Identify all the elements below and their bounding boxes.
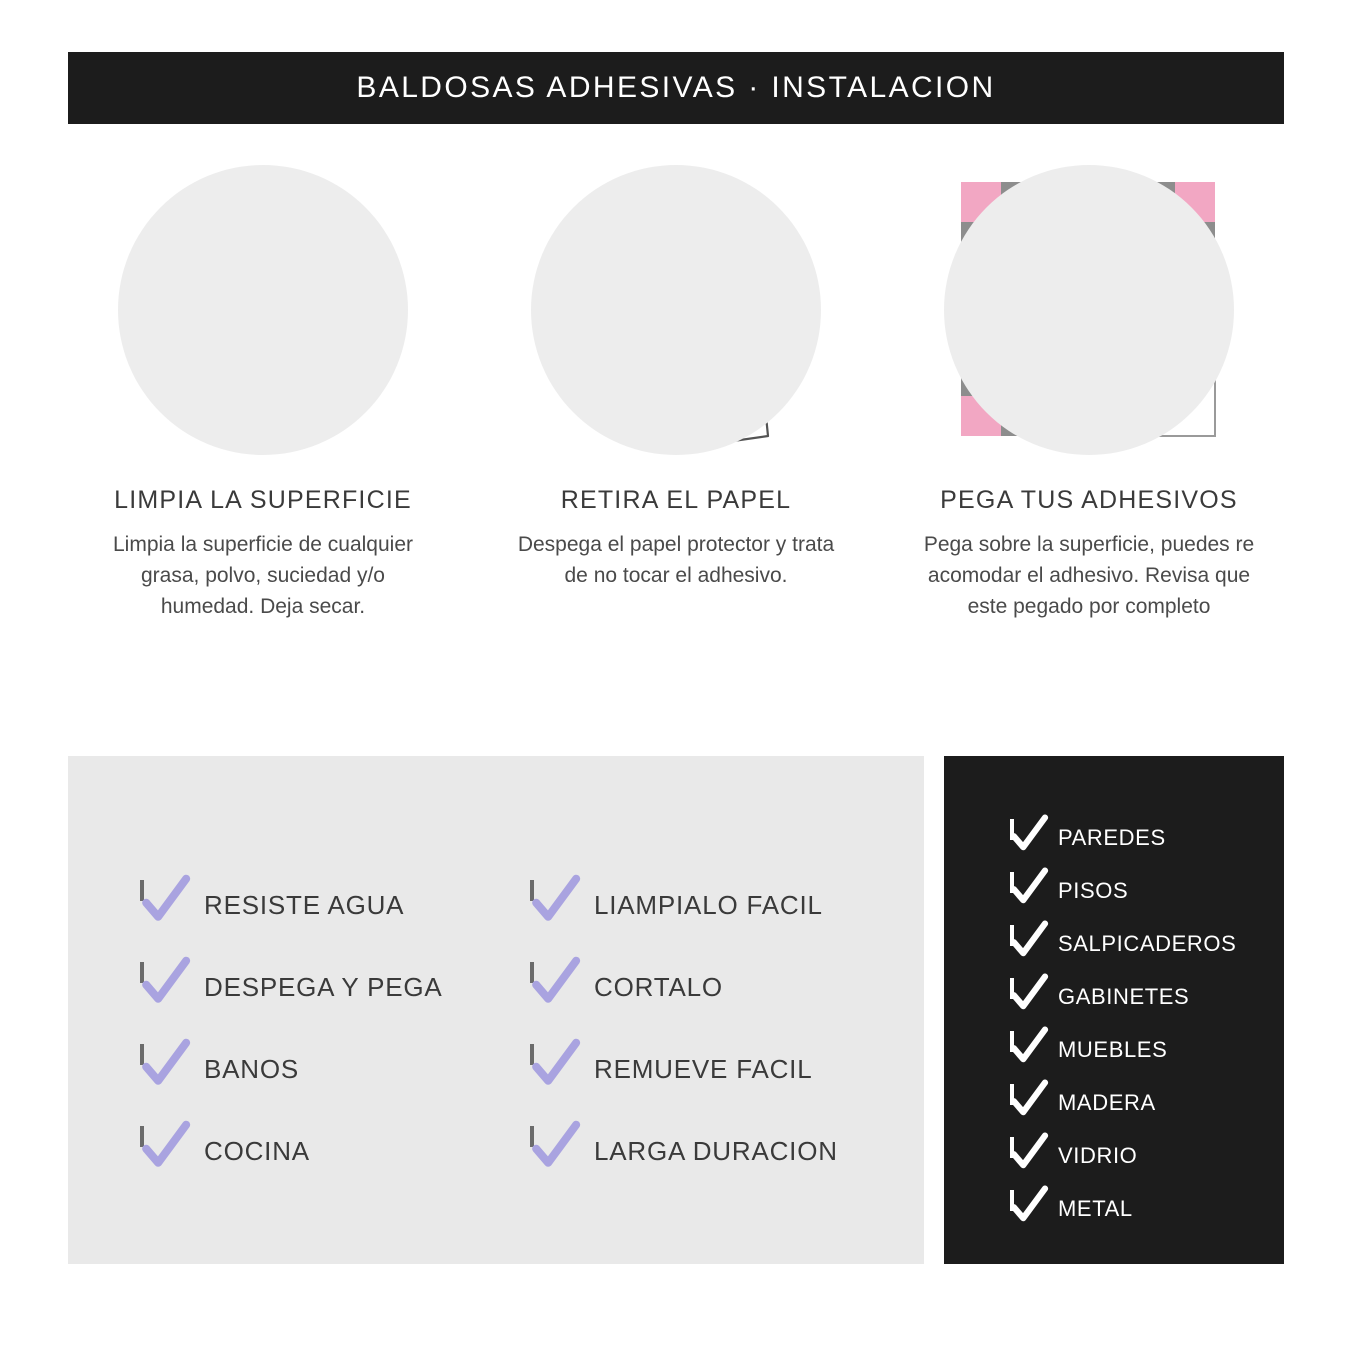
surface-label: SALPICADEROS: [1058, 931, 1237, 956]
step-clean-surface: [68, 160, 458, 622]
illustration-backdrop-circle: [118, 165, 408, 455]
step-2-title: RETIRA EL PAPEL: [560, 486, 792, 514]
step-1-title: LIMPIA LA SUPERFICIE: [114, 486, 412, 514]
step-2-illustration: [526, 160, 826, 460]
step-2-description: Despega el papel protector y trata de no tocar el adhesivo.: [517, 533, 835, 588]
feature-item[interactable]: [140, 1038, 510, 1100]
feature-item[interactable]: [530, 874, 900, 936]
surface-item[interactable]: [1010, 1132, 1236, 1180]
feature-item[interactable]: [530, 1120, 900, 1182]
page-title: BALDOSAS ADHESIVAS · INSTALACION: [356, 71, 996, 104]
surface-label: MUEBLES: [1058, 1037, 1168, 1062]
checkbox-checked-icon[interactable]: [1010, 1033, 1044, 1067]
checkbox-checked-icon[interactable]: [140, 882, 186, 928]
checkbox-checked-icon[interactable]: [140, 964, 186, 1010]
feature-label: LARGA DURACION: [594, 1135, 838, 1166]
surface-label: VIDRIO: [1058, 1143, 1138, 1168]
feature-label: RESISTE AGUA: [204, 889, 405, 920]
features-list: [140, 874, 930, 1182]
features-panel: [68, 756, 924, 1264]
header-bar: [68, 52, 1284, 124]
surface-item[interactable]: [1010, 920, 1236, 968]
surface-item[interactable]: [1010, 1026, 1236, 1074]
steps-section: [68, 160, 1284, 622]
feature-label: DESPEGA Y PEGA: [204, 971, 443, 1002]
checkbox-checked-icon[interactable]: [1010, 927, 1044, 961]
surface-item[interactable]: [1010, 1079, 1236, 1127]
feature-label: LIAMPIALO FACIL: [594, 889, 823, 920]
feature-item[interactable]: [140, 874, 510, 936]
step-3-illustration: [939, 160, 1239, 460]
feature-item[interactable]: [530, 1038, 900, 1100]
feature-item[interactable]: [530, 956, 900, 1018]
feature-item[interactable]: [140, 956, 510, 1018]
checkbox-checked-icon[interactable]: [1010, 1139, 1044, 1173]
checkbox-checked-icon[interactable]: [530, 1046, 576, 1092]
step-3-description: Pega sobre la superficie, puedes re acomodar el adhesivo. Revisa que este pegado por completo: [923, 533, 1255, 619]
surfaces-panel: [944, 756, 1284, 1264]
checkbox-checked-icon[interactable]: [1010, 980, 1044, 1014]
checkbox-checked-icon[interactable]: [140, 1128, 186, 1174]
checkbox-checked-icon[interactable]: [1010, 1192, 1044, 1226]
checkbox-checked-icon[interactable]: [140, 1046, 186, 1092]
surface-label: PISOS: [1058, 878, 1129, 903]
checkbox-checked-icon[interactable]: [530, 1128, 576, 1174]
illustration-backdrop-circle: [531, 165, 821, 455]
feature-label: REMUEVE FACIL: [594, 1053, 813, 1084]
checkbox-checked-icon[interactable]: [1010, 821, 1044, 855]
illustration-backdrop-circle: [944, 165, 1234, 455]
surfaces-list: [1010, 814, 1236, 1233]
step-stick-tiles: [894, 160, 1284, 622]
step-3-title: PEGA TUS ADHESIVOS: [940, 486, 1238, 514]
feature-label: COCINA: [204, 1135, 310, 1166]
feature-label: BANOS: [204, 1053, 300, 1084]
checkbox-checked-icon[interactable]: [530, 964, 576, 1010]
surface-label: MADERA: [1058, 1090, 1156, 1115]
step-1-description: Limpia la superficie de cualquier grasa, polvo, suciedad y/o humedad. Deja secar.: [113, 533, 413, 619]
checkbox-checked-icon[interactable]: [530, 882, 576, 928]
feature-item[interactable]: [140, 1120, 510, 1182]
surface-label: PAREDES: [1058, 825, 1166, 850]
step-peel-paper: [481, 160, 871, 622]
feature-label: CORTALO: [594, 971, 723, 1002]
checkbox-checked-icon[interactable]: [1010, 874, 1044, 908]
surface-label: GABINETES: [1058, 984, 1190, 1009]
step-1-illustration: [113, 160, 413, 460]
surface-item[interactable]: [1010, 1185, 1236, 1233]
surface-label: METAL: [1058, 1196, 1133, 1221]
surface-item[interactable]: [1010, 973, 1236, 1021]
surface-item[interactable]: [1010, 867, 1236, 915]
checkbox-checked-icon[interactable]: [1010, 1086, 1044, 1120]
surface-item[interactable]: [1010, 814, 1236, 862]
